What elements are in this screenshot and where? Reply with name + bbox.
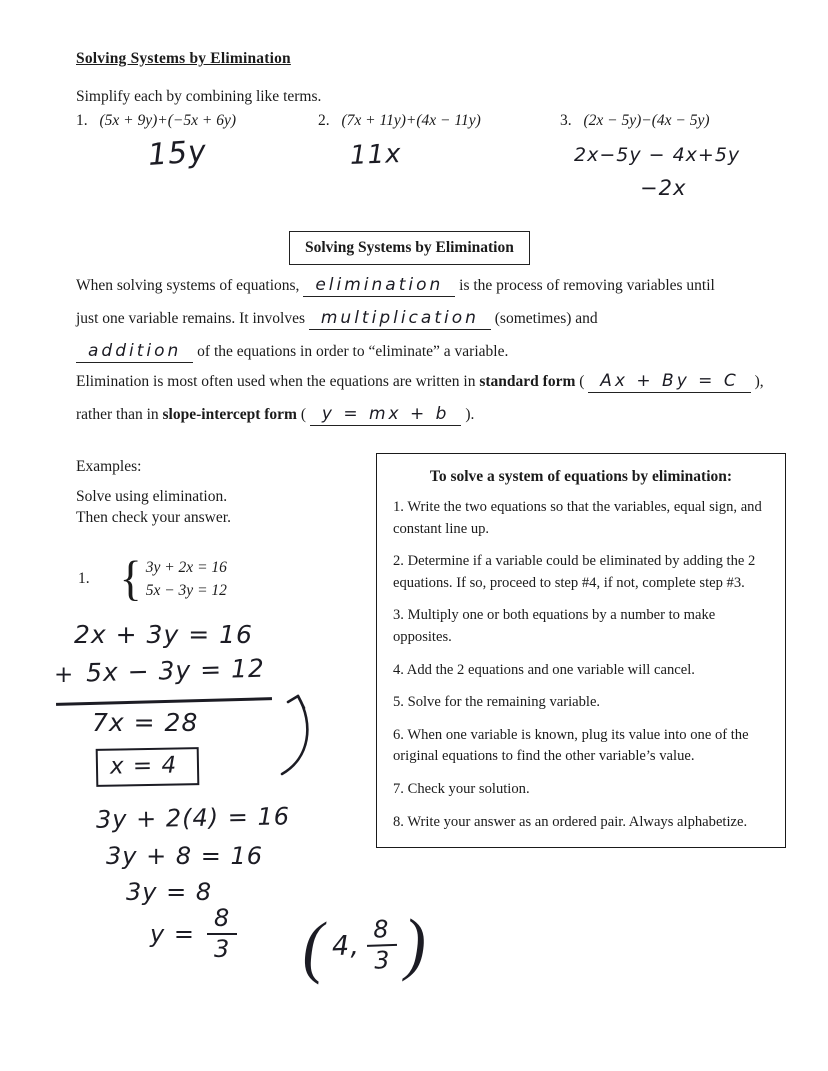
notes-text: (sometimes) and [494,310,598,327]
notes-text: of the equations in order to “eliminate” a variable. [197,343,509,360]
examples-instruction-1: Solve using elimination. [76,488,228,505]
step-2: 2. Determine if a variable could be eliminated by adding the 2 equations. If so, proceed to step #4, if not, complete step #3. [393,553,756,591]
equation-1: 3y + 2x = 16 [145,559,227,576]
notes-text: is the process of removing variables until [459,277,715,294]
notes-text: Elimination is most often used when the equations are written in [76,373,476,390]
notes-text: rather than in [76,406,159,423]
handwritten-y-solution [150,906,237,962]
problem-number: 3. [560,112,572,129]
section-heading-box: Solving Systems by Elimination [289,231,530,265]
handwritten-equation-1: 2x + 3y = 16 [74,620,253,649]
handwritten-sum-underline [56,697,272,705]
handwritten-answer-2: 11x [349,139,402,171]
warmup-problems-row [76,112,786,130]
close-paren: ) [402,905,429,983]
problem-expression: (7x + 11y)+(4x − 11y) [341,112,481,129]
system-brace: { [119,551,142,606]
paren: ( [579,373,585,390]
warmup-problem-2 [318,112,560,130]
pair-fraction [366,916,398,973]
problem-expression: (2x − 5y)−(4x − 5y) [583,112,710,129]
handwritten-blank-standard-form: Ax + By = C [588,373,750,393]
notes-text: When solving systems of equations, [76,277,300,294]
problem-expression: (5x + 9y)+(−5x + 6y) [99,112,237,129]
handwritten-answer-3: −2x [640,176,687,200]
fraction-denominator: 3 [207,933,237,962]
step-3: 3. Multiply one or both equations by a number to make opposites. [393,607,716,645]
handwritten-sum: 7x = 28 [92,708,199,737]
fraction-eight-thirds [207,906,237,962]
handwritten-simplify-1: 3y + 8 = 16 [106,842,264,870]
example-system [78,551,227,606]
system-equations [146,556,227,602]
handwritten-blank-addition: addition [76,343,193,363]
problem-number: 2. [318,112,330,129]
y-equals: y = [150,920,195,949]
notes-line [76,403,776,427]
notes-line [76,370,776,394]
open-paren: ( [300,908,327,986]
paren: ). [465,406,475,423]
final-answer-ordered-pair [300,905,429,986]
steps-box-title: To solve a system of equations by elimination: [429,468,733,485]
step-5: 5. Solve for the remaining variable. [393,694,601,711]
fraction-numerator: 8 [213,904,231,932]
step-8: 8. Write your answer as an ordered pair. Always alphabetize. [393,813,748,830]
pair-fraction-numerator: 8 [372,914,390,944]
page-title: Solving Systems by Elimination [76,50,291,67]
notes-paragraph-1 [76,274,776,373]
handwritten-blank-multiplication: multiplication [309,310,491,330]
handwritten-simplify-2: 3y = 8 [126,878,213,906]
slope-intercept-label: slope-intercept form [162,406,297,423]
step-6: 6. When one variable is known, plug its value into one of the original equations to find the other variable’s value. [393,726,749,765]
standard-form-label: standard form [479,373,576,390]
pair-fraction-denominator: 3 [367,944,398,974]
handwritten-answer-1: 15y [146,133,209,174]
notes-line [76,340,776,364]
equation-2: 5x − 3y = 12 [145,582,227,599]
examples-instruction-2: Then check your answer. [76,509,231,526]
paren: ), [754,373,764,390]
handwritten-equation-2: 5x − 3y = 12 [85,653,266,688]
handwritten-blank-slope-intercept: y = mx + b [310,406,462,426]
handwritten-work-3: 2x−5y − 4x+5y [574,144,741,166]
warmup-problem-3 [560,112,710,130]
handwritten-plus-sign: + [54,662,75,688]
notes-text: just one variable remains. It involves [76,310,305,327]
pair-x-value: 4, [331,930,361,963]
example-number: 1. [78,570,90,587]
examples-label: Examples: [76,458,142,475]
handwritten-substitution: 3y + 2(4) = 16 [95,802,291,834]
step-4: 4. Add the 2 equations and one variable will cancel. [393,661,695,678]
notes-line [76,307,776,331]
warmup-problem-1 [76,112,318,130]
step-7: 7. Check your solution. [393,780,530,797]
step-1: 1. Write the two equations so that the variables, equal sign, and constant line up. [393,499,762,537]
handwritten-boxed-answer: x = 4 [96,747,200,787]
elimination-steps-box [376,453,786,848]
notes-line [76,274,776,298]
arrow-annotation [274,686,322,780]
handwritten-blank-elimination: elimination [303,277,455,297]
notes-paragraph-2 [76,370,776,436]
problem-number: 1. [76,112,88,129]
paren: ( [300,406,306,423]
instructions-text: Simplify each by combining like terms. [76,88,322,105]
